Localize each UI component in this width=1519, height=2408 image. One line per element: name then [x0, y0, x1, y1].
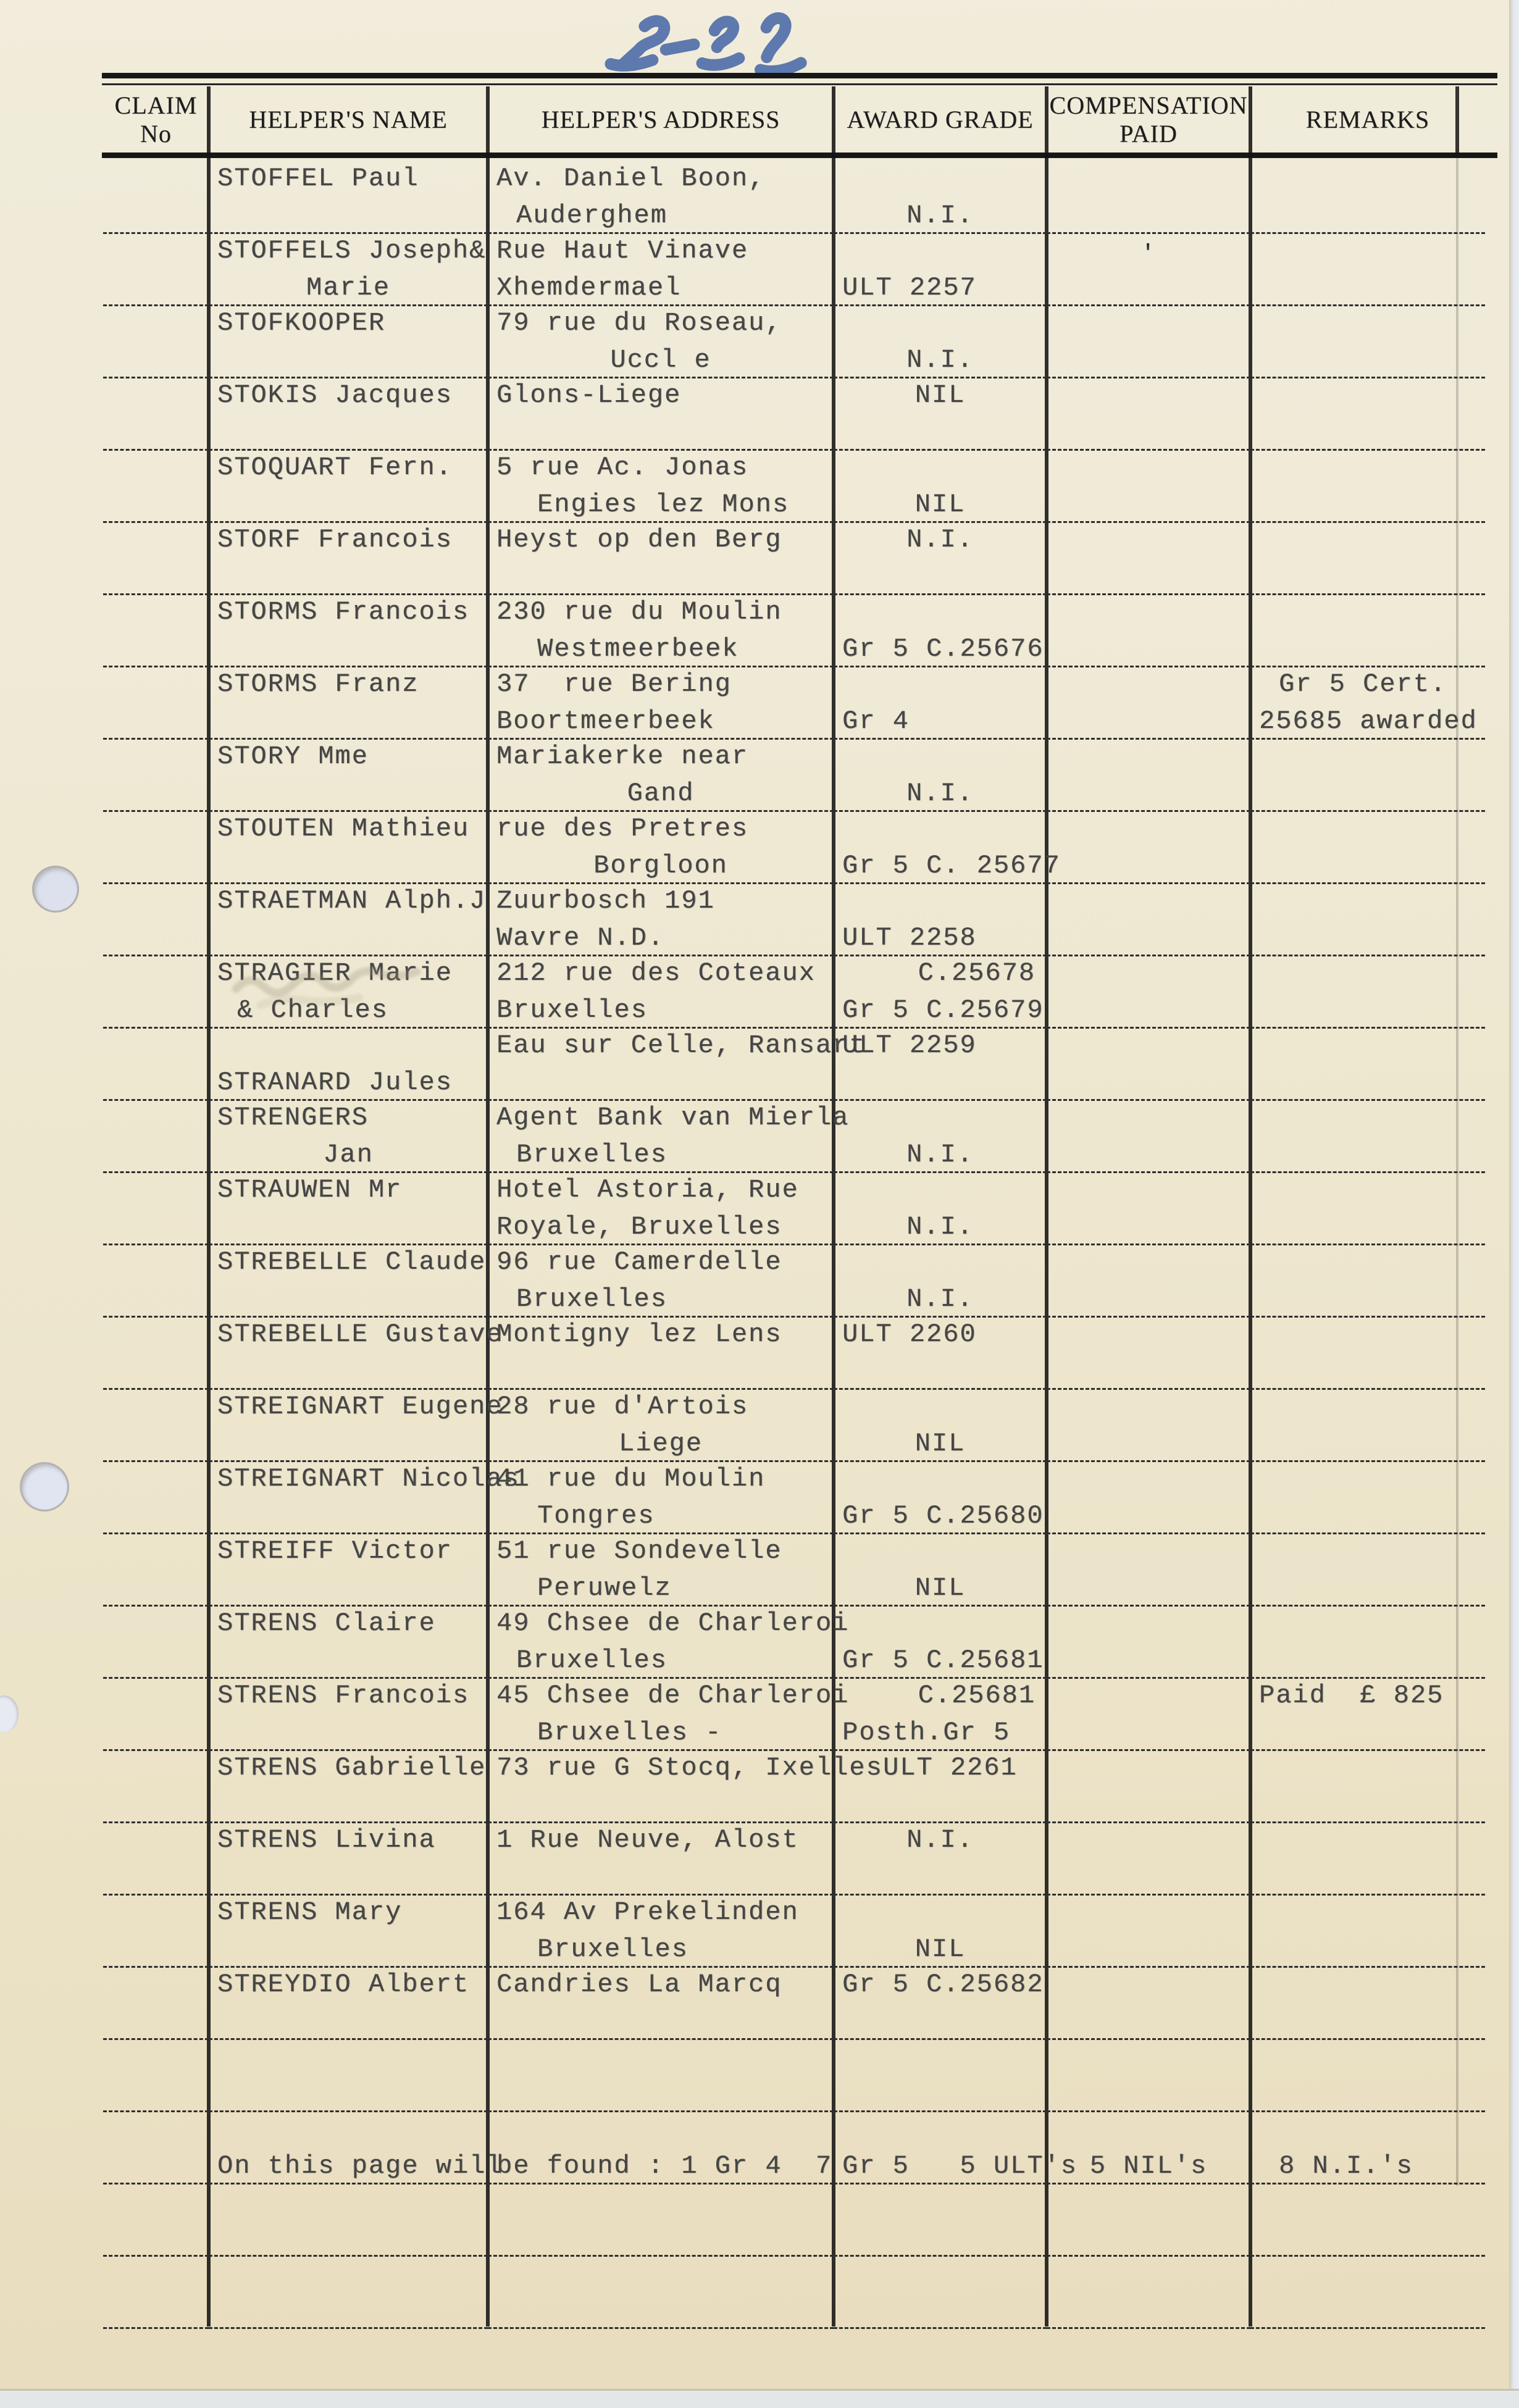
- table-row: [103, 1675, 1485, 1747]
- name-cell: STREYDIO Albert: [209, 1964, 488, 2040]
- address-cell: be found : 1 Gr 4 7: [488, 2109, 834, 2184]
- top-border-thin: [102, 83, 1497, 85]
- claim-cell: [103, 1169, 209, 1245]
- remarks-cell: [1250, 880, 1485, 956]
- table-row: [103, 592, 1485, 664]
- table-row: [103, 1314, 1485, 1386]
- award-cell: C.25681 Posth.Gr 5: [834, 1675, 1047, 1751]
- remarks-cell: [1250, 1169, 1485, 1245]
- erased-pencil-mark: [224, 951, 495, 1019]
- name-cell: [209, 2253, 488, 2329]
- claim-cell: [103, 808, 209, 884]
- remarks-cell: [1250, 1964, 1485, 2040]
- comp-cell: [1047, 519, 1250, 595]
- table-row: [103, 2181, 1485, 2253]
- name-cell: On this page will: [209, 2109, 488, 2184]
- table-header: [103, 86, 1485, 153]
- address-cell: [488, 2036, 834, 2112]
- name-cell: STRENGERS Jan: [209, 1097, 488, 1173]
- remarks-cell: [1250, 1458, 1485, 1534]
- comp-cell: [1047, 2181, 1250, 2257]
- name-cell: STRENS Claire: [209, 1603, 488, 1679]
- award-cell: Gr 5 C. 25677: [834, 808, 1047, 884]
- claim-cell: [103, 953, 209, 1029]
- remarks-cell: [1250, 375, 1485, 451]
- address-cell: 5 rue Ac. Jonas Engies lez Mons: [488, 447, 834, 523]
- comp-cell: [1047, 447, 1250, 523]
- claim-cell: [103, 2253, 209, 2329]
- comp-cell: ': [1047, 230, 1250, 306]
- address-cell: Agent Bank van Mierla Bruxelles: [488, 1097, 834, 1173]
- claim-cell: [103, 880, 209, 956]
- remarks-cell: [1250, 1242, 1485, 1318]
- claim-cell: [103, 1025, 209, 1101]
- table-body: [103, 158, 1485, 2325]
- name-cell: STORMS Francois: [209, 592, 488, 667]
- address-cell: 37 rue Bering Boortmeerbeek: [488, 664, 834, 740]
- claim-cell: [103, 2181, 209, 2257]
- name-cell: STOUTEN Mathieu: [209, 808, 488, 884]
- remarks-cell: [1250, 1603, 1485, 1679]
- claim-cell: [103, 1097, 209, 1173]
- address-cell: 164 Av Prekelinden Bruxelles: [488, 1892, 834, 1968]
- scan-bed-bottom-edge: [0, 2389, 1519, 2408]
- remarks-cell: [1250, 808, 1485, 884]
- claim-cell: [103, 1892, 209, 1968]
- address-cell: Mariakerke near Gand: [488, 736, 834, 812]
- award-cell: Gr 5 C.25682: [834, 1964, 1047, 2040]
- claim-cell: [103, 1675, 209, 1751]
- table-row: [103, 1820, 1485, 1892]
- claim-cell: [103, 2036, 209, 2112]
- table-row: [103, 447, 1485, 519]
- comp-cell: [1047, 592, 1250, 667]
- remarks-cell: [1250, 1531, 1485, 1607]
- table-row: [103, 303, 1485, 375]
- table-row: [103, 736, 1485, 808]
- name-cell: STRENS Francois: [209, 1675, 488, 1751]
- award-cell: NIL: [834, 1386, 1047, 1462]
- remarks-cell: [1250, 1097, 1485, 1173]
- remarks-cell: [1250, 1747, 1485, 1823]
- column-header: REMARKS: [1305, 105, 1430, 133]
- table-row: [103, 1025, 1485, 1097]
- comp-cell: [1047, 1892, 1250, 1968]
- table-row: [103, 1458, 1485, 1531]
- name-cell: STRENS Mary: [209, 1892, 488, 1968]
- award-cell: Gr 5 C.25681: [834, 1603, 1047, 1679]
- comp-cell: [1047, 1169, 1250, 1245]
- remarks-cell: [1250, 953, 1485, 1029]
- remarks-cell: [1250, 736, 1485, 812]
- table-row: [103, 808, 1485, 880]
- table-row: [103, 1531, 1485, 1603]
- award-cell: ULT 2258: [834, 880, 1047, 956]
- comp-cell: [1047, 953, 1250, 1029]
- remarks-cell: [1250, 303, 1485, 378]
- award-cell: NIL: [834, 1531, 1047, 1607]
- award-cell: N.I.: [834, 158, 1047, 234]
- address-cell: Glons-Liege: [488, 375, 834, 451]
- remarks-cell: Gr 5 Cert. 25685 awarded: [1250, 664, 1485, 740]
- table-row: [103, 375, 1485, 447]
- remarks-cell: [1250, 1892, 1485, 1968]
- award-cell: [834, 2253, 1047, 2329]
- name-cell: STREIGNART Eugene: [209, 1386, 488, 1462]
- claim-cell: [103, 1314, 209, 1390]
- claim-cell: [103, 158, 209, 234]
- award-cell: [834, 2181, 1047, 2257]
- award-cell: ULT 2261: [834, 1747, 1047, 1823]
- remarks-cell: [1250, 1820, 1485, 1896]
- claim-cell: [103, 1603, 209, 1679]
- table-row: [103, 1097, 1485, 1169]
- remarks-cell: [1250, 2036, 1485, 2112]
- award-cell: ULT 2260: [834, 1314, 1047, 1390]
- comp-cell: [1047, 303, 1250, 378]
- comp-cell: [1047, 1603, 1250, 1679]
- remarks-cell: [1250, 447, 1485, 523]
- paper-nick: [0, 1695, 19, 1733]
- table-row: [103, 1169, 1485, 1242]
- name-cell: STRAETMAN Alph.J: [209, 880, 488, 956]
- remarks-cell: [1250, 1314, 1485, 1390]
- comp-cell: [1047, 1820, 1250, 1896]
- remarks-cell: [1250, 158, 1485, 234]
- claim-cell: [103, 303, 209, 378]
- claim-cell: [103, 1964, 209, 2040]
- address-cell: 51 rue Sondevelle Peruwelz: [488, 1531, 834, 1607]
- comp-cell: [1047, 1675, 1250, 1751]
- address-cell: 96 rue Camerdelle Bruxelles: [488, 1242, 834, 1318]
- address-cell: Av. Daniel Boon, Auderghem: [488, 158, 834, 234]
- address-cell: 28 rue d'Artois Liege: [488, 1386, 834, 1462]
- claim-cell: [103, 2109, 209, 2184]
- remarks-cell: [1250, 519, 1485, 595]
- table-row: [103, 2253, 1485, 2325]
- name-cell: STOFKOOPER: [209, 303, 488, 378]
- comp-cell: [1047, 808, 1250, 884]
- award-cell: Gr 5 5 ULT's: [834, 2109, 1047, 2184]
- table-row: [103, 1603, 1485, 1675]
- column-header: CLAIM No: [114, 91, 198, 148]
- address-cell: 79 rue du Roseau, Uccl e: [488, 303, 834, 378]
- claim-cell: [103, 1531, 209, 1607]
- table-row: [103, 2109, 1485, 2181]
- award-cell: NIL: [834, 375, 1047, 451]
- comp-cell: [1047, 736, 1250, 812]
- comp-cell: [1047, 2253, 1250, 2329]
- claim-cell: [103, 1747, 209, 1823]
- address-cell: rue des Pretres Borgloon: [488, 808, 834, 884]
- column-header: HELPER'S ADDRESS: [541, 105, 780, 133]
- name-cell: STORF Francois: [209, 519, 488, 595]
- award-cell: N.I.: [834, 736, 1047, 812]
- table-row: [103, 519, 1485, 592]
- comp-cell: [1047, 1964, 1250, 2040]
- table-row: [103, 230, 1485, 303]
- remarks-cell: [1250, 2253, 1485, 2329]
- address-cell: Heyst op den Berg: [488, 519, 834, 595]
- name-cell: STRAGIER Marie & Charles: [209, 953, 488, 1029]
- column-header: AWARD GRADE: [847, 105, 1034, 133]
- award-cell: ULT 2257: [834, 230, 1047, 306]
- remarks-cell: [1250, 2181, 1485, 2257]
- award-cell: Gr 5 C.25676: [834, 592, 1047, 667]
- table-row: [103, 2036, 1485, 2109]
- comp-cell: [1047, 2036, 1250, 2112]
- name-cell: STOKIS Jacques: [209, 375, 488, 451]
- column-header: COMPENSATION PAID: [1049, 91, 1248, 148]
- comp-cell: [1047, 375, 1250, 451]
- comp-cell: [1047, 1386, 1250, 1462]
- table-row: [103, 158, 1485, 230]
- claim-cell: [103, 1242, 209, 1318]
- name-cell: [209, 2181, 488, 2257]
- name-cell: [209, 2036, 488, 2112]
- award-cell: N.I.: [834, 1820, 1047, 1896]
- remarks-cell: Paid £ 825: [1250, 1675, 1485, 1751]
- name-cell: STRANARD Jules: [209, 1025, 488, 1101]
- award-cell: C.25678 Gr 5 C.25679: [834, 953, 1047, 1029]
- award-cell: N.I.: [834, 1169, 1047, 1245]
- address-cell: Eau sur Celle, Ransart: [488, 1025, 834, 1101]
- remarks-cell: [1250, 592, 1485, 667]
- claim-cell: [103, 1386, 209, 1462]
- name-cell: STREIGNART Nicolas: [209, 1458, 488, 1534]
- comp-cell: [1047, 1314, 1250, 1390]
- award-cell: NIL: [834, 1892, 1047, 1968]
- name-cell: STORMS Franz: [209, 664, 488, 740]
- claim-cell: [103, 1458, 209, 1534]
- claim-cell: [103, 447, 209, 523]
- name-cell: STREBELLE Gustave: [209, 1314, 488, 1390]
- address-cell: [488, 2253, 834, 2329]
- name-cell: STRENS Gabrielle: [209, 1747, 488, 1823]
- award-cell: Gr 5 C.25680: [834, 1458, 1047, 1534]
- claim-cell: [103, 1820, 209, 1896]
- hole-punch: [20, 1462, 69, 1511]
- name-cell: STREBELLE Claude: [209, 1242, 488, 1318]
- award-cell: N.I.: [834, 1242, 1047, 1318]
- award-cell: N.I.: [834, 303, 1047, 378]
- claim-cell: [103, 592, 209, 667]
- claim-cell: [103, 664, 209, 740]
- address-cell: Candries La Marcq: [488, 1964, 834, 2040]
- header-bottom-border: [102, 153, 1497, 158]
- award-cell: Gr 4: [834, 664, 1047, 740]
- table-row: [103, 880, 1485, 953]
- top-border-thick: [102, 73, 1497, 78]
- address-cell: 1 Rue Neuve, Alost: [488, 1820, 834, 1896]
- address-cell: Zuurbosch 191 Wavre N.D.: [488, 880, 834, 956]
- name-cell: STOFFELS Joseph& Marie: [209, 230, 488, 306]
- table-row: [103, 1242, 1485, 1314]
- comp-cell: [1047, 1025, 1250, 1101]
- scan-bed-right-edge: [1509, 0, 1519, 2408]
- award-cell: N.I.: [834, 519, 1047, 595]
- table-row: [103, 664, 1485, 736]
- table-row: [103, 1747, 1485, 1820]
- claim-cell: [103, 375, 209, 451]
- address-cell: Montigny lez Lens: [488, 1314, 834, 1390]
- comp-cell: [1047, 1097, 1250, 1173]
- award-cell: N.I.: [834, 1097, 1047, 1173]
- name-cell: STOQUART Fern.: [209, 447, 488, 523]
- table-row: [103, 1386, 1485, 1458]
- award-cell: [834, 2036, 1047, 2112]
- name-cell: STRENS Livina: [209, 1820, 488, 1896]
- table-row: [103, 1964, 1485, 2036]
- name-cell: STREIFF Victor: [209, 1531, 488, 1607]
- address-cell: Rue Haut Vinave Xhemdermael: [488, 230, 834, 306]
- comp-cell: 5 NIL's: [1047, 2109, 1250, 2184]
- comp-cell: [1047, 1458, 1250, 1534]
- comp-cell: [1047, 1747, 1250, 1823]
- claim-cell: [103, 230, 209, 306]
- remarks-cell: [1250, 230, 1485, 306]
- address-cell: 212 rue des Coteaux Bruxelles: [488, 953, 834, 1029]
- address-cell: Hotel Astoria, Rue Royale, Bruxelles: [488, 1169, 834, 1245]
- name-cell: STORY Mme: [209, 736, 488, 812]
- comp-cell: [1047, 664, 1250, 740]
- column-header: HELPER'S NAME: [249, 105, 448, 133]
- name-cell: STRAUWEN Mr: [209, 1169, 488, 1245]
- address-cell: 49 Chsee de Charleroi Bruxelles: [488, 1603, 834, 1679]
- name-cell: STOFFEL Paul: [209, 158, 488, 234]
- remarks-cell: [1250, 1025, 1485, 1101]
- table-row: [103, 1892, 1485, 1964]
- hole-punch: [32, 866, 79, 913]
- award-cell: ULT 2259: [834, 1025, 1047, 1101]
- remarks-cell: [1250, 1386, 1485, 1462]
- address-cell: 73 rue G Stocq, Ixelles: [488, 1747, 834, 1823]
- claim-cell: [103, 519, 209, 595]
- address-cell: 45 Chsee de Charleroi Bruxelles -: [488, 1675, 834, 1751]
- address-cell: 41 rue du Moulin Tongres: [488, 1458, 834, 1534]
- address-cell: [488, 2181, 834, 2257]
- claim-cell: [103, 736, 209, 812]
- address-cell: 230 rue du Moulin Westmeerbeek: [488, 592, 834, 667]
- comp-cell: [1047, 1531, 1250, 1607]
- comp-cell: [1047, 158, 1250, 234]
- award-cell: NIL: [834, 447, 1047, 523]
- remarks-cell: 8 N.I.'s: [1250, 2109, 1485, 2184]
- comp-cell: [1047, 1242, 1250, 1318]
- comp-cell: [1047, 880, 1250, 956]
